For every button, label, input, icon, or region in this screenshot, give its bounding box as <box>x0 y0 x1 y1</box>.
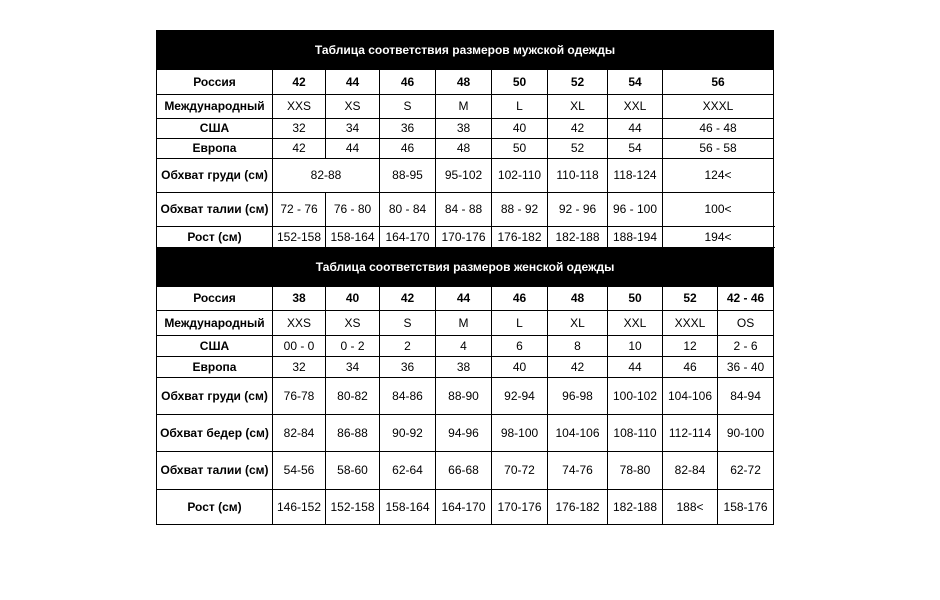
table-cell: 86-88 <box>326 415 380 452</box>
table-cell: L <box>492 311 548 336</box>
table-cell: 50 <box>492 70 548 95</box>
table-cell: 158-164 <box>326 227 380 248</box>
table-cell: 44 <box>608 357 663 378</box>
table-cell: 6 <box>492 336 548 357</box>
table-cell: 32 <box>273 119 326 139</box>
table-cell: 92 - 96 <box>548 193 608 227</box>
row-label-usa: США <box>157 336 273 357</box>
table-row <box>157 378 774 415</box>
table-row <box>157 357 774 378</box>
table-cell: 38 <box>436 357 492 378</box>
women-table-title: Таблица соответствия размеров женской одежды <box>157 248 774 287</box>
table-cell: 82-88 <box>273 159 380 193</box>
table-cell: 102-110 <box>492 159 548 193</box>
table-cell: 36 - 40 <box>718 357 774 378</box>
table-cell: 164-170 <box>436 490 492 525</box>
row-label-russia: Россия <box>157 287 273 311</box>
men-table-title: Таблица соответствия размеров мужской одежды <box>157 31 774 70</box>
table-cell: 84-86 <box>380 378 436 415</box>
table-cell: M <box>436 311 492 336</box>
table-cell: 80-82 <box>326 378 380 415</box>
table-cell: XXXL <box>663 311 718 336</box>
table-cell: 66-68 <box>436 452 492 490</box>
table-cell: 95-102 <box>436 159 492 193</box>
table-cell: 188-194 <box>608 227 663 248</box>
table-cell: 46 <box>380 70 436 95</box>
table-cell: 40 <box>492 119 548 139</box>
table-cell: 92-94 <box>492 378 548 415</box>
table-cell: 00 - 0 <box>273 336 326 357</box>
table-row <box>157 336 774 357</box>
table-cell: 80 - 84 <box>380 193 436 227</box>
table-cell: 34 <box>326 119 380 139</box>
table-row <box>157 70 774 95</box>
table-cell: XXXL <box>663 95 774 119</box>
table-cell: 38 <box>273 287 326 311</box>
table-cell: 38 <box>436 119 492 139</box>
row-label-height: Рост (см) <box>157 490 273 525</box>
row-label-waist: Обхват талии (см) <box>157 452 273 490</box>
table-row <box>157 227 774 248</box>
table-cell: 170-176 <box>492 490 548 525</box>
table-cell: 124< <box>663 159 774 193</box>
table-cell: 82-84 <box>663 452 718 490</box>
table-cell: 194< <box>663 227 774 248</box>
table-cell: 0 - 2 <box>326 336 380 357</box>
table-cell: 88-90 <box>436 378 492 415</box>
table-cell: 94-96 <box>436 415 492 452</box>
table-cell: 182-188 <box>548 227 608 248</box>
table-cell: 36 <box>380 357 436 378</box>
table-cell: 42 <box>273 70 326 95</box>
women-size-table <box>156 247 774 525</box>
table-row <box>157 119 774 139</box>
size-chart-sheet <box>156 30 773 525</box>
table-cell: 50 <box>492 139 548 159</box>
row-label-usa: США <box>157 119 273 139</box>
table-cell: 152-158 <box>273 227 326 248</box>
table-cell: 84 - 88 <box>436 193 492 227</box>
table-cell: 96-98 <box>548 378 608 415</box>
table-cell: 48 <box>436 139 492 159</box>
table-cell: 44 <box>326 139 380 159</box>
table-row <box>157 452 774 490</box>
table-row <box>157 159 774 193</box>
row-label-waist: Обхват талии (см) <box>157 193 273 227</box>
table-cell: 46 - 48 <box>663 119 774 139</box>
table-cell: 176-182 <box>548 490 608 525</box>
table-cell: 100-102 <box>608 378 663 415</box>
table-cell: 100< <box>663 193 774 227</box>
table-cell: 44 <box>326 70 380 95</box>
table-cell: 182-188 <box>608 490 663 525</box>
table-cell: 54 <box>608 139 663 159</box>
table-cell: OS <box>718 311 774 336</box>
table-cell: 44 <box>436 287 492 311</box>
table-cell: 12 <box>663 336 718 357</box>
table-cell: 152-158 <box>326 490 380 525</box>
table-cell: 76 - 80 <box>326 193 380 227</box>
table-cell: 34 <box>326 357 380 378</box>
row-label-europe: Европа <box>157 139 273 159</box>
table-cell: 90-100 <box>718 415 774 452</box>
table-cell: 188< <box>663 490 718 525</box>
table-cell: 88 - 92 <box>492 193 548 227</box>
table-cell: XS <box>326 311 380 336</box>
table-cell: 104-106 <box>663 378 718 415</box>
table-cell: 84-94 <box>718 378 774 415</box>
table-row <box>157 287 774 311</box>
table-cell: 54 <box>608 70 663 95</box>
table-cell: S <box>380 95 436 119</box>
row-label-chest: Обхват груди (см) <box>157 159 273 193</box>
table-cell: 10 <box>608 336 663 357</box>
table-cell: 52 <box>548 139 608 159</box>
table-cell: 70-72 <box>492 452 548 490</box>
table-cell: 36 <box>380 119 436 139</box>
table-cell: 112-114 <box>663 415 718 452</box>
table-cell: XXL <box>608 95 663 119</box>
table-cell: 42 - 46 <box>718 287 774 311</box>
table-cell: 62-72 <box>718 452 774 490</box>
table-cell: 104-106 <box>548 415 608 452</box>
row-label-russia: Россия <box>157 70 273 95</box>
table-cell: 8 <box>548 336 608 357</box>
table-row <box>157 311 774 336</box>
table-cell: 56 - 58 <box>663 139 774 159</box>
table-cell: XL <box>548 95 608 119</box>
table-cell: 170-176 <box>436 227 492 248</box>
table-cell: 176-182 <box>492 227 548 248</box>
table-cell: 158-164 <box>380 490 436 525</box>
table-cell: 110-118 <box>548 159 608 193</box>
table-row <box>157 139 774 159</box>
table-cell: 48 <box>548 287 608 311</box>
table-cell: 42 <box>548 119 608 139</box>
table-cell: XXS <box>273 95 326 119</box>
table-cell: 46 <box>663 357 718 378</box>
table-cell: 48 <box>436 70 492 95</box>
table-cell: 146-152 <box>273 490 326 525</box>
table-cell: 46 <box>380 139 436 159</box>
table-cell: 52 <box>663 287 718 311</box>
table-cell: 96 - 100 <box>608 193 663 227</box>
table-cell: 74-76 <box>548 452 608 490</box>
table-cell: 90-92 <box>380 415 436 452</box>
table-cell: XXL <box>608 311 663 336</box>
table-cell: 42 <box>548 357 608 378</box>
table-cell: 56 <box>663 70 774 95</box>
table-cell: XS <box>326 95 380 119</box>
table-cell: M <box>436 95 492 119</box>
table-cell: 88-95 <box>380 159 436 193</box>
table-cell: 32 <box>273 357 326 378</box>
row-label-international: Международный <box>157 311 273 336</box>
table-cell: 58-60 <box>326 452 380 490</box>
table-cell: 72 - 76 <box>273 193 326 227</box>
row-label-europe: Европа <box>157 357 273 378</box>
table-cell: 42 <box>273 139 326 159</box>
table-cell: 44 <box>608 119 663 139</box>
table-cell: XL <box>548 311 608 336</box>
men-size-table <box>156 30 774 248</box>
table-row <box>157 95 774 119</box>
row-label-international: Международный <box>157 95 273 119</box>
table-cell: 62-64 <box>380 452 436 490</box>
table-row <box>157 490 774 525</box>
table-cell: 76-78 <box>273 378 326 415</box>
table-cell: 40 <box>326 287 380 311</box>
table-cell: 164-170 <box>380 227 436 248</box>
table-cell: 82-84 <box>273 415 326 452</box>
table-cell: L <box>492 95 548 119</box>
table-cell: 54-56 <box>273 452 326 490</box>
table-cell: 2 - 6 <box>718 336 774 357</box>
table-cell: XXS <box>273 311 326 336</box>
table-cell: S <box>380 311 436 336</box>
row-label-chest: Обхват груди (см) <box>157 378 273 415</box>
table-cell: 98-100 <box>492 415 548 452</box>
table-cell: 40 <box>492 357 548 378</box>
table-cell: 78-80 <box>608 452 663 490</box>
table-cell: 42 <box>380 287 436 311</box>
table-cell: 158-176 <box>718 490 774 525</box>
table-row <box>157 193 774 227</box>
table-cell: 2 <box>380 336 436 357</box>
table-cell: 50 <box>608 287 663 311</box>
table-cell: 4 <box>436 336 492 357</box>
table-cell: 108-110 <box>608 415 663 452</box>
table-cell: 52 <box>548 70 608 95</box>
row-label-hips: Обхват бедер (см) <box>157 415 273 452</box>
table-cell: 46 <box>492 287 548 311</box>
table-row <box>157 415 774 452</box>
table-cell: 118-124 <box>608 159 663 193</box>
row-label-height: Рост (см) <box>157 227 273 248</box>
